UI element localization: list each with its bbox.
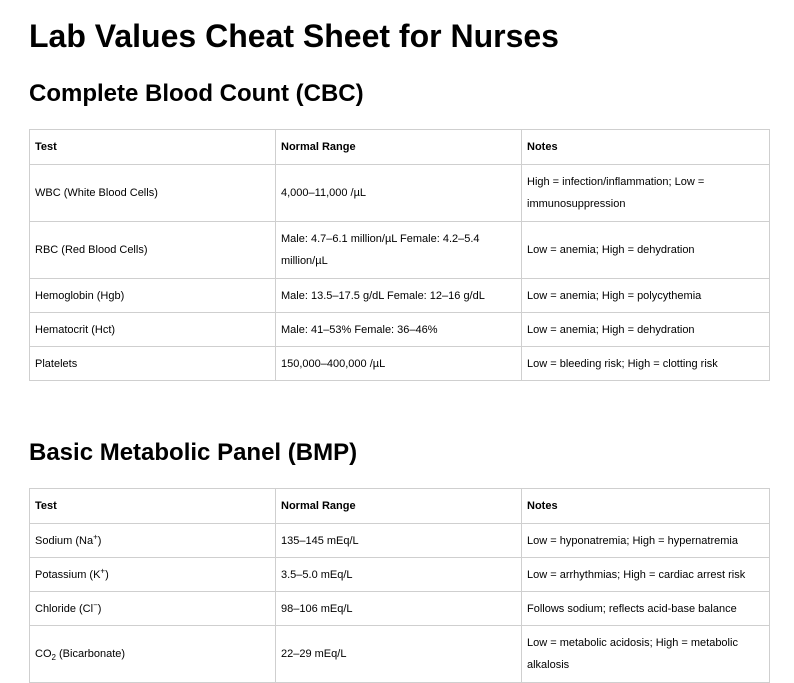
cbc-heading: Complete Blood Count (CBC) <box>29 80 364 107</box>
table-row <box>30 524 770 558</box>
charge-superscript: + <box>93 531 98 541</box>
table-row <box>30 347 770 381</box>
table-row <box>30 558 770 592</box>
column-header-range: Normal Range <box>276 489 522 524</box>
notes-cell: High = infection/inflammation; Low = immunosuppression <box>522 165 770 222</box>
range-cell: 98–106 mEq/L <box>276 592 522 626</box>
bmp-heading: Basic Metabolic Panel (BMP) <box>29 439 358 466</box>
test-name: Sodium (Na <box>35 534 94 547</box>
test-cell <box>30 558 276 592</box>
range-cell: 135–145 mEq/L <box>276 524 522 558</box>
notes-cell: Low = bleeding risk; High = clotting risk <box>522 347 770 381</box>
test-name-end: ) <box>105 568 109 581</box>
test-name-end: ) <box>97 602 102 615</box>
test-cell <box>30 626 276 683</box>
table-row <box>30 222 770 279</box>
test-name-end: (Bicarbonate) <box>55 648 126 660</box>
notes-cell: Low = anemia; High = polycythemia <box>522 279 770 313</box>
notes-cell: Low = anemia; High = dehydration <box>522 313 770 347</box>
range-cell: Male: 41–53% Female: 36–46% <box>276 313 522 347</box>
cbc-table <box>29 129 770 381</box>
test-name: CO <box>35 648 52 660</box>
table-row <box>30 313 770 347</box>
charge-superscript: + <box>100 565 106 575</box>
range-cell: 3.5–5.0 mEq/L <box>276 558 522 592</box>
table-row <box>30 279 770 313</box>
range-cell: 4,000–11,000 /µL <box>276 165 522 222</box>
column-header-test: Test <box>30 489 276 524</box>
notes-cell: Low = anemia; High = dehydration <box>522 222 770 279</box>
column-header-test: Test <box>30 130 276 165</box>
test-name: Chloride (Cl <box>35 602 94 615</box>
range-cell: Male: 4.7–6.1 million/µL Female: 4.2–5.4 million/µL <box>276 222 522 279</box>
page-title: Lab Values Cheat Sheet for Nurses <box>29 18 559 54</box>
bmp-table <box>29 488 770 683</box>
notes-cell: Low = arrhythmias; High = cardiac arrest risk <box>522 558 770 592</box>
notes-cell: Low = hyponatremia; High = hypernatremia <box>522 524 770 558</box>
test-cell: Platelets <box>30 347 276 381</box>
test-cell <box>30 524 276 558</box>
column-header-notes: Notes <box>522 489 770 524</box>
range-cell: Male: 13.5–17.5 g/dL Female: 12–16 g/dL <box>276 279 522 313</box>
column-header-range: Normal Range <box>276 130 522 165</box>
table-header-row <box>30 130 770 165</box>
test-name: Potassium (K <box>35 568 101 581</box>
subscript: 2 <box>51 653 56 663</box>
charge-superscript: − <box>93 599 98 609</box>
column-header-notes: Notes <box>522 130 770 165</box>
notes-cell: Low = metabolic acidosis; High = metabolic alkalosis <box>522 626 770 683</box>
test-name-end: ) <box>97 534 102 547</box>
test-cell <box>30 592 276 626</box>
test-cell: Hematocrit (Hct) <box>30 313 276 347</box>
test-cell: RBC (Red Blood Cells) <box>30 222 276 279</box>
test-cell: WBC (White Blood Cells) <box>30 165 276 222</box>
table-row <box>30 592 770 626</box>
range-cell: 22–29 mEq/L <box>276 626 522 683</box>
range-cell: 150,000–400,000 /µL <box>276 347 522 381</box>
table-header-row <box>30 489 770 524</box>
test-cell: Hemoglobin (Hgb) <box>30 279 276 313</box>
table-row <box>30 626 770 683</box>
notes-cell: Follows sodium; reflects acid-base balance <box>522 592 770 626</box>
table-row <box>30 165 770 222</box>
